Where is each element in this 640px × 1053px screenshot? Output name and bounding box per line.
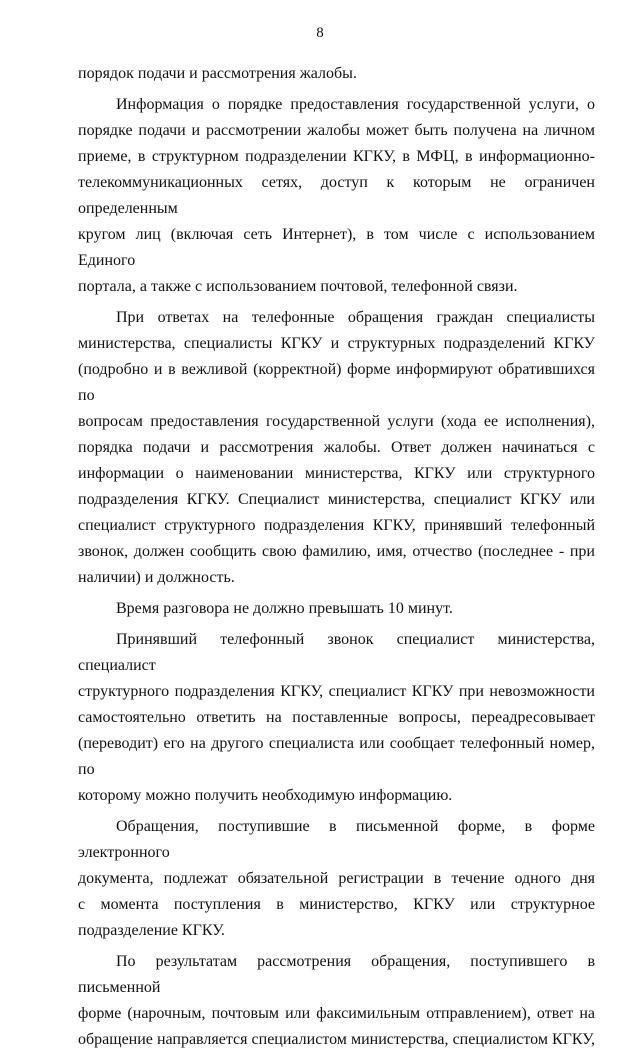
text-line: форме (нарочным, почтовым или факсимильным отправлением), ответ на	[78, 1005, 595, 1022]
text-line: подразделения КГКУ. Специалист министерства, специалист КГКУ или	[78, 491, 595, 508]
text-line: наличии) и должность.	[78, 569, 235, 586]
text-line: информации о наименовании министерства, КГКУ или структурного	[78, 465, 595, 482]
text-line: телекоммуникационных сетях, доступ к которым не ограничен определенным	[78, 174, 595, 217]
paragraph-written-response	[78, 949, 595, 1053]
text-line: структурного подразделения КГКУ, специалист КГКУ при невозможности	[78, 683, 595, 700]
text-line: звонок, должен сообщить свою фамилию, имя, отчество (последнее - при	[78, 543, 595, 560]
text-line: Время разговора не должно превышать 10 минут.	[116, 600, 453, 617]
paragraph-phone-answers	[78, 305, 595, 591]
text-line: кругом лиц (включая сеть Интернет), в том числе с использованием Единого	[78, 226, 595, 269]
paragraph-call-duration	[78, 596, 595, 622]
text-line: Обращения, поступившие в письменной форме, в форме электронного	[78, 818, 595, 861]
paragraph-continuation	[78, 61, 595, 87]
text-line: с момента поступления в министерство, КГКУ или структурное	[78, 896, 595, 913]
text-line: Информация о порядке предоставления государственной услуги, о	[116, 96, 595, 113]
text-line: (переводит) его на другого специалиста или сообщает телефонный номер, по	[78, 735, 595, 778]
text-line: Принявший телефонный звонок специалист министерства, специалист	[78, 631, 595, 674]
document-body	[78, 61, 595, 1053]
text-line: По результатам рассмотрения обращения, поступившего в письменной	[78, 953, 595, 996]
text-line: вопросам предоставления государственной услуги (хода ее исполнения),	[78, 413, 595, 430]
text-line: специалист структурного подразделения КГКУ, принявший телефонный	[78, 517, 595, 534]
text-line: обращение направляется специалистом министерства, специалистом КГКУ,	[78, 1031, 595, 1048]
text-line: документа, подлежат обязательной регистрации в течение одного дня	[78, 870, 595, 887]
text-line: портала, а также с использованием почтовой, телефонной связи.	[78, 278, 518, 295]
text-line: приеме, в структурном подразделении КГКУ, в МФЦ, в информационно-	[78, 148, 595, 165]
text-line: При ответах на телефонные обращения граждан специалисты	[116, 309, 595, 326]
text-line: министерства, специалисты КГКУ и структурных подразделений КГКУ	[78, 335, 595, 352]
text-line: которому можно получить необходимую информацию.	[78, 787, 453, 804]
page-number: 8	[316, 25, 324, 41]
paragraph-call-redirect	[78, 627, 595, 809]
text-line: порядка подачи и рассмотрения жалобы. Ответ должен начинаться с	[78, 439, 595, 456]
paragraph-information	[78, 92, 595, 300]
paragraph-written-requests	[78, 814, 595, 944]
text-line: (подробно и в вежливой (корректной) форме информируют обратившихся по	[78, 361, 595, 404]
text-line: порядок подачи и рассмотрения жалобы.	[78, 65, 357, 82]
text-line: подразделение КГКУ.	[78, 922, 225, 939]
text-line: порядке подачи и рассмотрении жалобы может быть получена на личном	[78, 122, 595, 139]
text-line: самостоятельно ответить на поставленные вопросы, переадресовывает	[78, 709, 595, 726]
